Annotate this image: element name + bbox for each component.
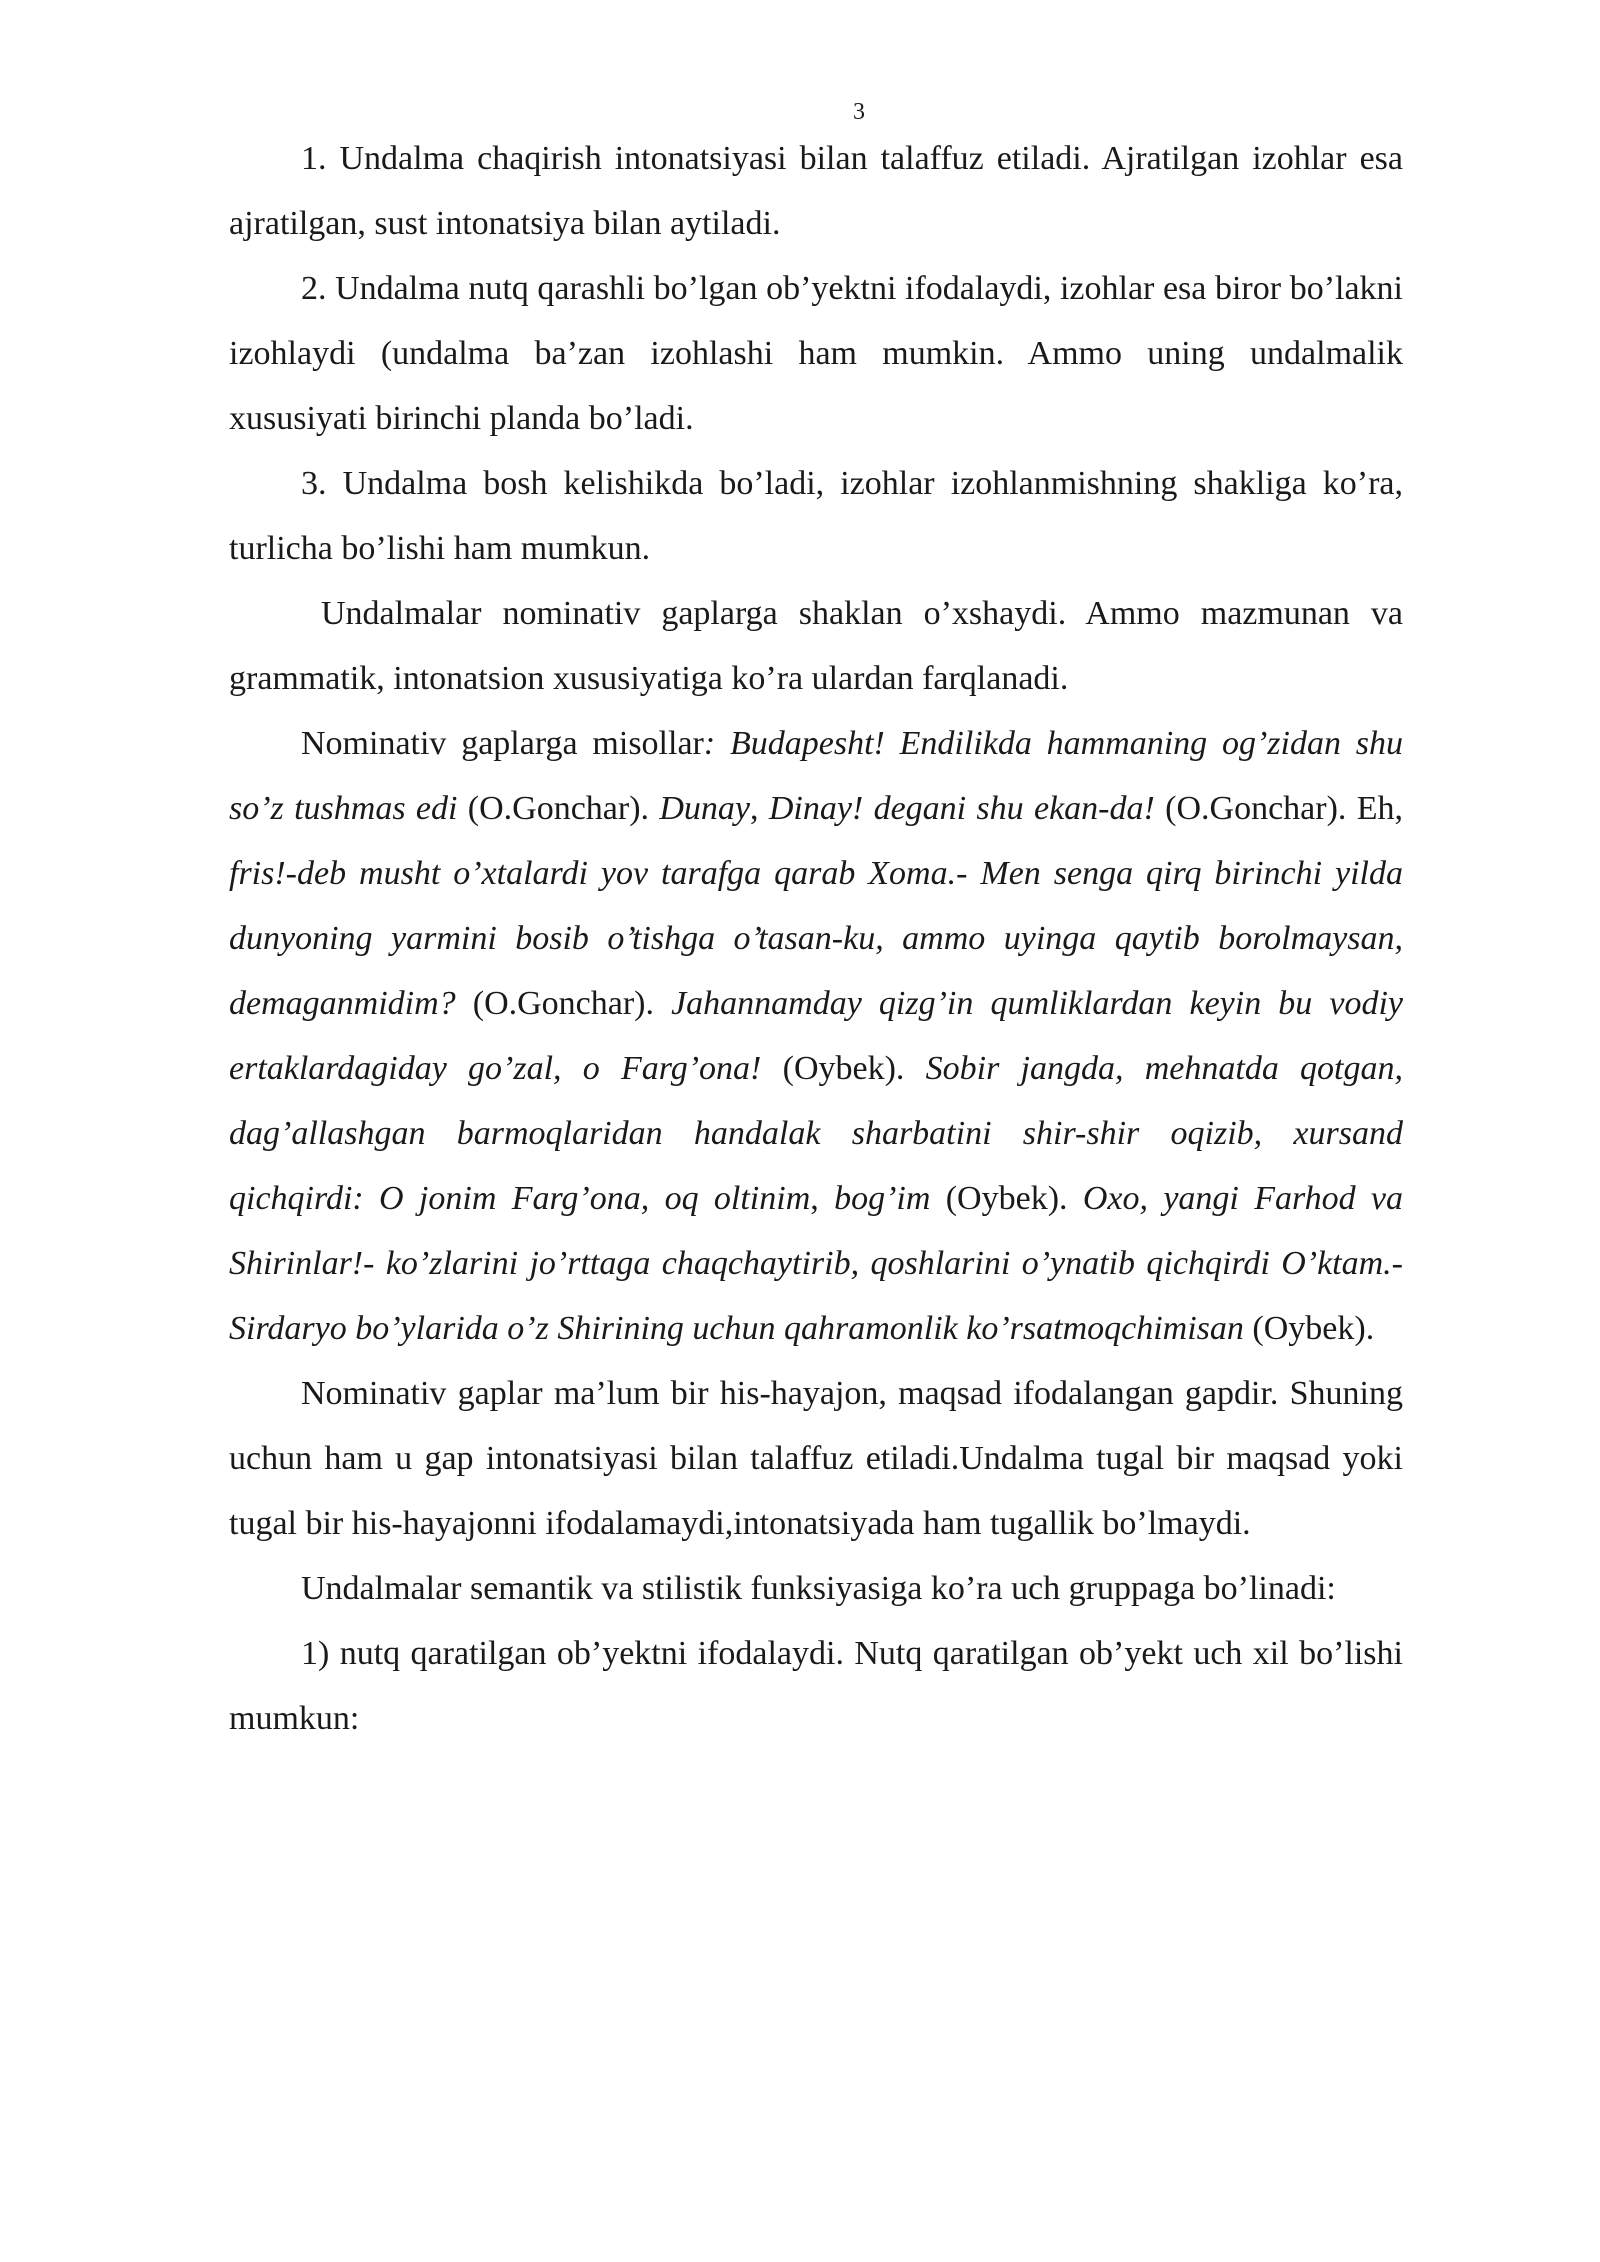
body-text: 3. Undalma bosh kelishikda bo’ladi, izohlar izohlanmishning shakliga ko’ra, turlicha bo’lishi ham mumkun. (229, 465, 1403, 567)
body-text: , (750, 790, 769, 827)
body-text: (O.Gonchar). (455, 985, 672, 1022)
page-number: 3 (853, 99, 865, 125)
example-text-italic: : Budapesht! Endilikda hammaning og’zidan shu so’z tushmas edi (229, 725, 1403, 827)
paragraph-p7 (229, 1556, 1403, 1621)
body-text: 1) nutq qaratilgan ob’yektni ifodalaydi. Nutq qaratilgan ob’yekt uch xil bo’lishi mumkun: (229, 1635, 1403, 1737)
paragraph-p3 (229, 451, 1403, 581)
example-text-italic: bog’im (834, 1180, 931, 1217)
body-text: 2. Undalma nutq qarashli bo’lgan ob’yektni ifodalaydi, izohlar esa biror bo’lakni izohlaydi (undalma ba’zan izohlashi ham mumkin. Ammo uning undalmalik xususiyati birinchi planda bo’ladi. (229, 270, 1403, 437)
body-text: (Oybek). (761, 1050, 926, 1087)
example-text-italic: Jahannamday qizg’in qumliklardan keyin bu vodiy ertaklardagiday go’zal, o Farg’ona! (229, 985, 1403, 1087)
example-text-italic: Dinay! degani shu ekan-da! (768, 790, 1155, 827)
body-text: , (810, 1180, 835, 1217)
body-text: Undalmalar semantik va stilistik funksiyasiga ko’ra uch gruppaga bo’linadi: (301, 1570, 1336, 1607)
paragraph-p5 (229, 711, 1403, 1361)
paragraph-p6 (229, 1361, 1403, 1556)
body-text: Nominativ gaplarga misollar (301, 725, 704, 762)
body-text: 1. Undalma chaqirish intonatsiyasi bilan talaffuz etiladi. Ajratilgan izohlar esa ajratilgan, sust intonatsiya bilan aytiladi. (229, 140, 1403, 242)
paragraph-p8 (229, 1621, 1403, 1751)
body-text: (O.Gonchar). Eh, (1154, 790, 1403, 827)
paragraph-p4 (229, 581, 1403, 711)
body-text: (Oybek). (930, 1180, 1083, 1217)
example-text-italic: Dunay (659, 790, 750, 827)
body-text: Undalmalar nominativ gaplarga shaklan o’xshaydi. Ammo mazmunan va grammatik, intonatsion xususiyatiga ko’ra ulardan farqlanadi. (229, 595, 1403, 697)
body-text: (O.Gonchar). (457, 790, 660, 827)
example-text-italic: fris!-deb musht o’xtalardi yov tarafga qarab Xoma.- Men senga qirq birinchi yilda dunyoning yarmini bosib o’tishga o’tasan-ku, ammo uyinga qaytib borolmaysan, demaganmidim? (229, 855, 1403, 1022)
paragraph-p1 (229, 126, 1403, 256)
body-text: Nominativ gaplar ma’lum bir his-hayajon, maqsad ifodalangan gapdir. Shuning uchun ham u gap intonatsiyasi bilan talaffuz etiladi.Undalma tugal bir maqsad yoki tugal bir his-hayajonni ifodalamaydi,intonatsiyada ham tugallik bo’lmaydi. (229, 1375, 1403, 1542)
paragraph-p2 (229, 256, 1403, 451)
example-text-italic: Sobir jangda, mehnatda qotgan, dag’allashgan barmoqlaridan handalak sharbatini shir-shir oqizib, xursand qichqirdi: O jonim Farg’ona, oq oltinim (229, 1050, 1403, 1217)
example-text-italic: Oxo, yangi Farhod va Shirinlar!- ko’zlarini jo’rttaga chaqchaytirib, qoshlarini o’ynatib qichqirdi O’ktam.-Sirdaryo bo’ylarida o’z Shirining uchun qahramonlik ko’rsatmoqchimisan (229, 1180, 1403, 1347)
document-body (229, 126, 1403, 1751)
body-text: (Oybek). (1243, 1310, 1375, 1347)
